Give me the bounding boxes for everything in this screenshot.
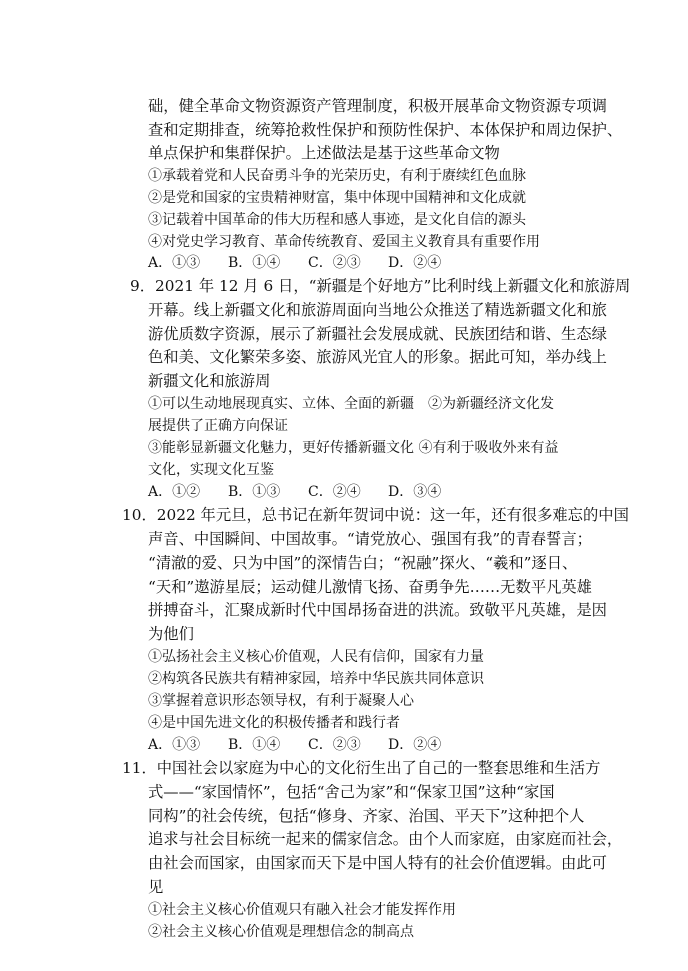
q8-option-4: ④对党史学习教育、革命传统教育、爱国主义教育具有重要作用 xyxy=(148,234,540,250)
q10-choices xyxy=(148,735,468,755)
q8-stem-line: 础，健全革命文物资源资产管理制度，积极开展革命文物资源专项调 xyxy=(148,97,607,115)
q8-choices xyxy=(148,253,468,273)
q10-option-2: ②构筑各民族共有精神家园，培养中华民族共同体意识 xyxy=(148,671,484,687)
q10-choice-c[interactable]: C．②③ xyxy=(308,737,361,753)
q9-stem-line: 9．2021 年 12 月 6 日，“新疆是个好地方”比利时线上新疆文化和旅游周 xyxy=(130,277,631,295)
q10-stem-line: 声音、中国瞬间、中国故事。“请党放心、强国有我”的青春誓言； xyxy=(148,530,592,548)
q8-stem-line: 查和定期排查，统筹抢救性保护和预防性保护、本体保护和周边保护、 xyxy=(148,121,623,139)
q8-option-2: ②是党和国家的宝贵精神财富，集中体现中国精神和文化成就 xyxy=(148,190,526,206)
q11-stem-line: 追求与社会目标统一起来的儒家信念。由个人而家庭，由家庭而社会， xyxy=(148,830,623,848)
q9-choice-b[interactable]: B．①③ xyxy=(228,484,281,500)
q10-stem-line: “清澈的爱、只为中国”的深情告白；“祝融”探火、“羲和”逐日、 xyxy=(148,554,578,572)
q8-choice-c[interactable]: C．②③ xyxy=(308,255,361,271)
q10-choice-a[interactable]: A．①③ xyxy=(148,737,201,753)
q10-stem-line: 拼搏奋斗，汇聚成新时代中国昂扬奋进的洪流。致敬平凡英雄，是因 xyxy=(148,601,607,619)
q11-option-2: ②社会主义核心价值观是理想信念的制高点 xyxy=(148,924,414,940)
q11-stem-line: 见 xyxy=(148,878,164,896)
q9-option-line: ③能彰显新疆文化魅力，更好传播新疆文化 ④有利于吸收外来有益 xyxy=(148,440,559,456)
q8-choice-b[interactable]: B．①④ xyxy=(228,255,281,271)
q11-stem-line: 同构”的社会传统，包括“修身、齐家、治国、平天下”这种把个人 xyxy=(148,807,585,825)
q9-stem-line: 游优质数字资源，展示了新疆社会发展成就、民族团结和谐、生态绿 xyxy=(148,325,607,343)
q9-stem-line: 色和美、文化繁荣多姿、旅游风光宜人的形象。据此可知，举办线上 xyxy=(148,348,607,366)
q10-option-1: ①弘扬社会主义核心价值观，人民有信仰，国家有力量 xyxy=(148,649,484,665)
q11-option-1: ①社会主义核心价值观只有融入社会才能发挥作用 xyxy=(148,902,456,918)
q9-option-line: 展提供了正确方向保证 xyxy=(148,418,288,434)
q9-stem-line: 新疆文化和旅游周 xyxy=(148,372,271,390)
q10-stem-line: 10．2022 年元旦，总书记在新年贺词中说：这一年，还有很多难忘的中国 xyxy=(122,506,629,524)
q8-stem-line: 单点保护和集群保护。上述做法是基于这些革命文物 xyxy=(148,144,500,162)
q9-choice-c[interactable]: C．②④ xyxy=(308,484,361,500)
q10-stem-line: 为他们 xyxy=(148,625,194,643)
q10-option-4: ④是中国先进文化的积极传播者和践行者 xyxy=(148,715,400,731)
q10-choice-d[interactable]: D．②④ xyxy=(388,737,442,753)
q9-choice-d[interactable]: D．③④ xyxy=(388,484,442,500)
q11-stem-line: 11．中国社会以家庭为中心的文化衍生出了自己的一整套思维和生活方 xyxy=(122,759,601,777)
q8-choice-a[interactable]: A．①③ xyxy=(148,255,201,271)
q11-stem-line: 式——“家国情怀”，包括“舍己为家”和“保家卫国”这种“家国 xyxy=(148,783,555,801)
q10-choice-b[interactable]: B．①④ xyxy=(228,737,281,753)
q8-option-1: ①承载着党和人民奋勇斗争的光荣历史，有利于赓续红色血脉 xyxy=(148,168,526,184)
q8-option-3: ③记载着中国革命的伟大历程和感人事迹，是文化自信的源头 xyxy=(148,212,526,228)
q9-choices xyxy=(148,482,468,502)
q9-option-line: 文化，实现文化互鉴 xyxy=(148,462,274,478)
q8-choice-d[interactable]: D．②④ xyxy=(388,255,442,271)
q9-option-line: ①可以生动地展现真实、立体、全面的新疆 ②为新疆经济文化发 xyxy=(148,396,554,412)
q10-stem-line: “天和”遨游星辰；运动健儿激情飞扬、奋勇争先……无数平凡英雄 xyxy=(148,578,592,596)
q10-option-3: ③掌握着意识形态领导权，有利于凝聚人心 xyxy=(148,693,414,709)
q9-choice-a[interactable]: A．①② xyxy=(148,484,201,500)
q11-stem-line: 由社会而国家，由国家而天下是中国人特有的社会价值逻辑。由此可 xyxy=(148,854,607,872)
q9-stem-line: 开幕。线上新疆文化和旅游周面向当地公众推送了精选新疆文化和旅 xyxy=(148,301,607,319)
